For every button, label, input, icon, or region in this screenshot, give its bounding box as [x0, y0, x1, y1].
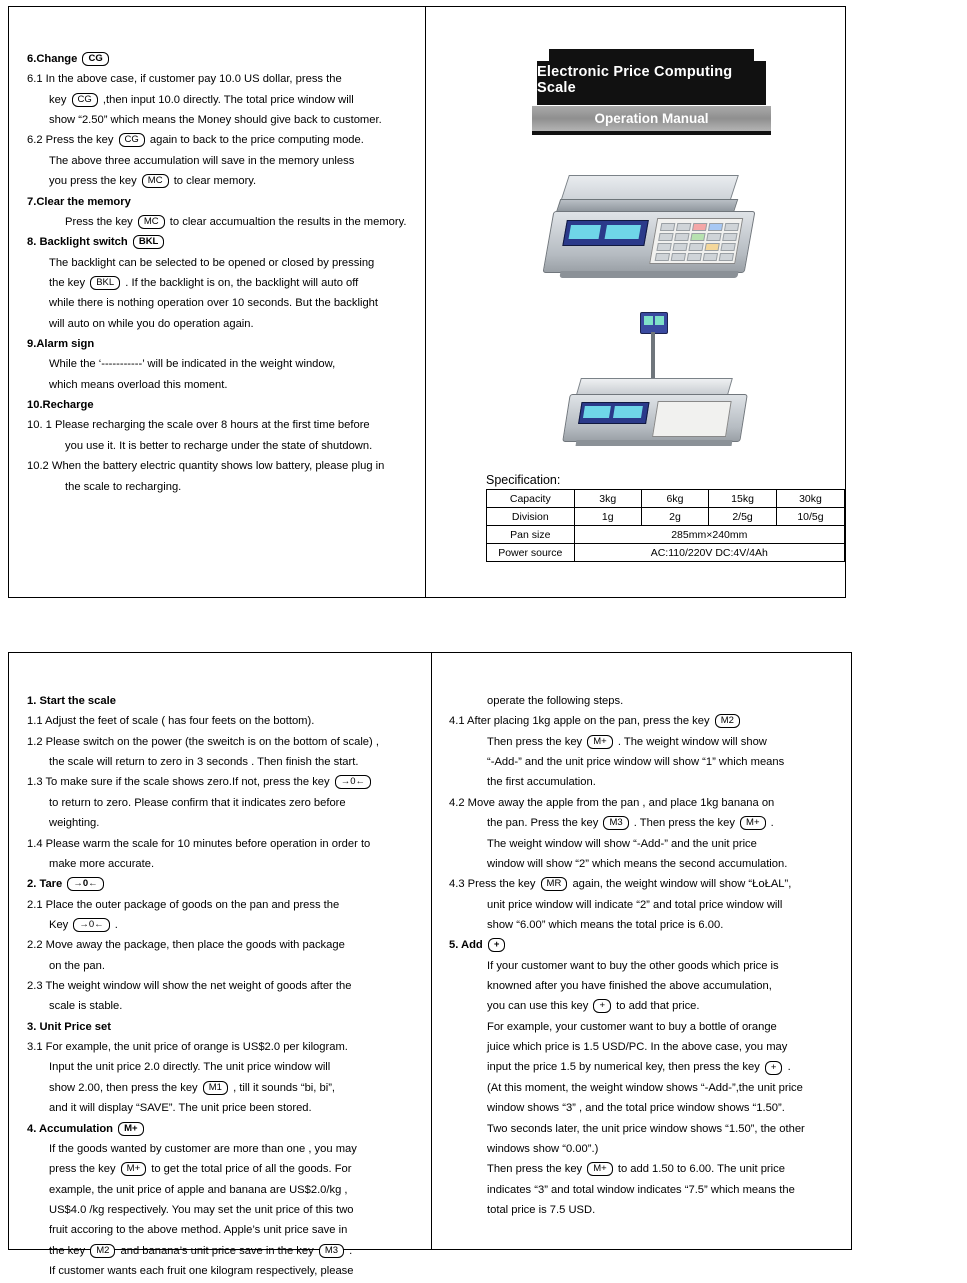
section-5-heading — [449, 937, 831, 954]
para-4-1-pre: 4.1 After placing 1kg apple on the pan, press the key — [449, 715, 710, 728]
key-m-plus-icon: M+ — [740, 816, 765, 830]
para-4-3-post: again, the weight window will show “ŁoŁAL”, — [572, 878, 792, 891]
para-4-2-line3: The weight window will show “-Add-” and the unit price — [487, 837, 757, 850]
key-zero-icon: →0← — [335, 775, 371, 789]
scale-illustration-primary — [548, 175, 763, 300]
section-2-heading — [27, 876, 411, 893]
para-4-2-line2-post: . — [770, 817, 774, 830]
para-2-1-line2-pre: Key — [49, 918, 69, 931]
para-5-line3 — [487, 998, 831, 1015]
para-2-1-line2-post: . — [114, 918, 118, 931]
key-bkl-icon: BKL — [133, 235, 165, 249]
para-4-3-pre: 4.3 Press the key — [449, 878, 536, 891]
section-4-heading — [27, 1121, 411, 1138]
table-row — [487, 490, 845, 508]
para-6-2-line1 — [27, 132, 409, 149]
para-4-1-line4: the first accumulation. — [487, 776, 596, 789]
para-5-line6 — [487, 1059, 831, 1076]
specification-table — [486, 489, 845, 562]
para-5-line8: window shows “3” , and the total price window shows “1.50”. — [487, 1102, 785, 1115]
para-1-3-line3: weighting. — [49, 817, 100, 830]
para-5-line12: indicates “3” and total window indicates “7.5” which means the — [487, 1183, 795, 1196]
spec-label-capacity: Capacity — [487, 490, 575, 508]
section-8-title: 8. Backlight switch — [27, 236, 128, 249]
para-2-1-line2 — [49, 917, 411, 934]
section-9-heading: 9.Alarm sign — [27, 338, 95, 351]
spec-label-pan-size: Pan size — [487, 526, 575, 544]
scale-body — [543, 211, 756, 273]
scale-keypad-2 — [652, 401, 732, 437]
key-zero-icon: →0← — [73, 918, 109, 932]
key-m2-icon: M2 — [715, 714, 740, 728]
key-m3-icon: M3 — [319, 1244, 344, 1258]
key-mc-icon: MC — [138, 215, 165, 229]
para-4-line6-mid: and banana’s unit price save in the key — [120, 1244, 314, 1257]
para-6-2-post: again to back to the price computing mode. — [149, 134, 364, 147]
para-3-1-line4: and it will display “SAVE”. The unit price been stored. — [49, 1102, 312, 1115]
para-4-line7: If customer wants each fruit one kilogram respectively, please — [49, 1265, 354, 1278]
para-1-3-pre: 1.3 To make sure if the scale shows zero.If not, press the key — [27, 776, 330, 789]
para-6-2-line3-pre: you press the key — [49, 175, 137, 188]
key-plus-icon: + — [488, 938, 506, 952]
key-m2-icon: M2 — [90, 1244, 115, 1258]
para-8-line2-post: . If the backlight is on, the backlight will auto off — [125, 276, 359, 289]
section-1-heading: 1. Start the scale — [27, 695, 116, 707]
key-m-plus-icon: M+ — [118, 1122, 143, 1136]
para-4-2-line2-pre: the pan. Press the key — [487, 817, 599, 830]
para-10-2-line2: the scale to recharging. — [65, 480, 182, 493]
para-5-line5: juice which price is 1.5 USD/PC. In the above case, you may — [487, 1041, 788, 1054]
para-4-2-line2 — [487, 815, 831, 832]
para-6-1-line2 — [49, 92, 409, 109]
para-4-2-line4: window will show “2” which means the second accumulation. — [487, 857, 788, 870]
scale-illustration-pole — [548, 312, 763, 457]
key-mc-icon: MC — [142, 174, 169, 188]
bottom-right-text-column — [449, 693, 831, 1222]
spec-capacity-3kg: 3kg — [574, 490, 641, 508]
key-plus-icon: + — [765, 1061, 783, 1075]
para-4-line5: fruit accoring to the above method. Apple’s unit price save in — [49, 1224, 348, 1237]
table-row — [487, 508, 845, 526]
specification-label: Specification: — [486, 473, 561, 487]
spec-power-source-value: AC:110/220V DC:4V/4Ah — [574, 544, 844, 562]
spec-capacity-6kg: 6kg — [641, 490, 708, 508]
para-4-2-line2-mid: . Then press the key — [633, 817, 735, 830]
para-4-line6-pre: the key — [49, 1244, 86, 1257]
section-8-heading — [27, 234, 409, 251]
para-4-line2-post: to get the total price of all the goods. For — [151, 1163, 352, 1176]
spec-pan-size-value: 285mm×240mm — [574, 526, 844, 544]
para-4-line1: If the goods wanted by customer are more than one , you may — [49, 1142, 357, 1155]
section-6-heading — [27, 51, 409, 68]
key-cg-icon: CG — [119, 133, 145, 147]
cover-subtitle: Operation Manual — [532, 106, 771, 135]
para-3-1-line1: 3.1 For example, the unit price of orange is US$2.0 per kilogram. — [27, 1041, 348, 1054]
key-zero-icon: →0← — [67, 877, 103, 891]
key-mr-icon: MR — [541, 877, 568, 891]
scale-pole — [651, 332, 655, 384]
para-1-2-line2: the scale will return to zero in 3 seconds . Then finish the start. — [49, 756, 359, 769]
para-continuation: operate the following steps. — [487, 695, 624, 707]
key-m-plus-icon: M+ — [121, 1162, 146, 1176]
para-5-line9: Two seconds later, the unit price window shows “1.50”, the other — [487, 1122, 805, 1135]
para-3-1-line3 — [49, 1080, 411, 1097]
para-7-post: to clear accumualtion the results in the memory. — [169, 215, 407, 228]
para-2-2-line2: on the pan. — [49, 959, 105, 972]
para-4-line3: example, the unit price of apple and banana are US$2.0/kg , — [49, 1183, 348, 1196]
para-1-3-line2: to return to zero. Please confirm that it indicates zero before — [49, 796, 346, 809]
para-5-line1: If your customer want to buy the other goods which price is — [487, 959, 779, 972]
para-8-line4: will auto on while you do operation again. — [49, 317, 254, 330]
scale-body-2 — [562, 394, 748, 442]
para-6-2-line3 — [49, 173, 409, 190]
key-cg-icon: CG — [82, 52, 108, 66]
para-1-1: 1.1 Adjust the feet of scale ( has four feets on the bottom). — [27, 715, 315, 728]
para-6-2-pre: 6.2 Press the key — [27, 134, 114, 147]
para-9-line2: which means overload this moment. — [49, 378, 228, 391]
table-row — [487, 526, 845, 544]
key-m-plus-icon: M+ — [587, 735, 612, 749]
para-5-line11-post: to add 1.50 to 6.00. The unit price — [617, 1163, 785, 1176]
manual-page-cover-sheet — [8, 6, 846, 598]
spec-capacity-30kg: 30kg — [776, 490, 844, 508]
para-8-line3: while there is nothing operation over 10 seconds. But the backlight — [49, 297, 378, 310]
key-m3-icon: M3 — [603, 816, 628, 830]
para-5-line4: For example, your customer want to buy a bottle of orange — [487, 1020, 777, 1033]
para-1-3-line1 — [27, 774, 411, 791]
spec-division-2g: 2g — [641, 508, 708, 526]
key-m-plus-icon: M+ — [587, 1162, 612, 1176]
scale-display — [562, 220, 649, 246]
para-8-line2 — [49, 275, 409, 292]
para-4-line6 — [49, 1243, 411, 1260]
para-10-2-line1: 10.2 When the battery electric quantity shows low battery, please plug in — [27, 460, 385, 473]
para-4-line4: US$4.0 /kg respectively. You may set the unit price of this two — [49, 1203, 354, 1216]
cover-title-underline — [537, 99, 766, 105]
para-1-4-line2: make more accurate. — [49, 857, 155, 870]
scale-display-2 — [578, 402, 649, 424]
para-6-1-line2-pre: key — [49, 93, 67, 106]
para-10-1-line2: you use it. It is better to recharge under the state of shutdown. — [65, 439, 373, 452]
para-4-line6-post: . — [349, 1244, 353, 1257]
key-plus-icon: + — [593, 999, 611, 1013]
para-4-3-line3: show “6.00” which means the total price is 6.00. — [487, 918, 724, 931]
spec-label-power-source: Power source — [487, 544, 575, 562]
para-4-1-line1 — [449, 713, 831, 730]
para-2-2-line1: 2.2 Move away the package, then place the goods with package — [27, 939, 345, 952]
para-3-1-line3-pre: show 2.00, then press the key — [49, 1081, 198, 1094]
para-4-3-line1 — [449, 876, 831, 893]
para-7-1 — [65, 214, 409, 231]
para-4-1-line3: “-Add-” and the unit price window will show “1” which means — [487, 756, 785, 769]
para-6-1-line2-post: ,then input 10.0 directly. The total price window will — [102, 93, 354, 106]
para-5-line3-post: to add that price. — [616, 1000, 700, 1013]
para-4-1-line2-post: . The weight window will show — [617, 735, 767, 748]
para-2-3-line2: scale is stable. — [49, 1000, 123, 1013]
para-5-line3-pre: you can use this key — [487, 1000, 589, 1013]
key-cg-icon: CG — [72, 93, 98, 107]
cover-column — [426, 7, 845, 597]
para-5-line13: total price is 7.5 USD. — [487, 1203, 596, 1216]
para-4-1-line2 — [487, 734, 831, 751]
para-5-line10: windows show “0.00”.) — [487, 1142, 599, 1155]
para-3-1-line3-post: , till it sounds “bi, bi”, — [233, 1081, 336, 1094]
para-4-line2 — [49, 1161, 411, 1178]
section-4-title: 4. Accumulation — [27, 1122, 113, 1135]
para-6-1-line3: show “2.50” which means the Money should give back to customer. — [49, 114, 382, 127]
spec-label-division: Division — [487, 508, 575, 526]
scale-base-2 — [576, 440, 733, 446]
cover-top-bar — [549, 49, 754, 61]
para-4-1-line2-pre: Then press the key — [487, 735, 583, 748]
para-2-1-line1: 2.1 Place the outer package of goods on the pan and press the — [27, 898, 340, 911]
para-10-1-line1: 10. 1 Please recharging the scale over 8 hours at the first time before — [27, 419, 370, 432]
section-7-heading: 7.Clear the memory — [27, 195, 131, 208]
cover-title: Electronic Price Computing Scale — [537, 61, 766, 99]
para-8-line1: The backlight can be selected to be opened or closed by pressing — [49, 256, 375, 269]
para-3-1-line2: Input the unit price 2.0 directly. The unit price window will — [49, 1061, 331, 1074]
para-8-line2-pre: the key — [49, 276, 86, 289]
para-6-2-line3-post: to clear memory. — [173, 175, 257, 188]
section-3-heading: 3. Unit Price set — [27, 1020, 111, 1033]
para-1-4-line1: 1.4 Please warm the scale for 10 minutes before operation in order to — [27, 837, 371, 850]
spec-division-10-5g: 10/5g — [776, 508, 844, 526]
para-5-line6-pre: input the price 1.5 by numerical key, then press the key — [487, 1061, 760, 1074]
spec-capacity-15kg: 15kg — [709, 490, 777, 508]
page-column-divider — [431, 653, 432, 1249]
manual-page-instructions-sheet — [8, 652, 852, 1278]
scale-base — [559, 271, 738, 278]
section-6-title: 6.Change — [27, 53, 78, 65]
para-5-line7: (At this moment, the weight window shows “-Add-”,the unit price — [487, 1081, 803, 1094]
section-2-title: 2. Tare — [27, 878, 63, 891]
key-m1-icon: M1 — [203, 1081, 228, 1095]
para-5-line2: knowned after you have finished the above accumulation, — [487, 980, 772, 993]
top-left-text-column — [27, 51, 409, 499]
spec-division-2-5g: 2/5g — [709, 508, 777, 526]
scale-pole-display — [640, 312, 668, 334]
para-5-line11 — [487, 1161, 831, 1178]
para-6-2-line2: The above three accumulation will save in the memory unless — [49, 154, 355, 167]
para-1-2-line1: 1.2 Please switch on the power (the sweitch is on the bottom of scale) , — [27, 735, 379, 748]
para-2-3-line1: 2.3 The weight window will show the net weight of goods after the — [27, 980, 352, 993]
para-5-line11-pre: Then press the key — [487, 1163, 583, 1176]
key-bkl-icon: BKL — [90, 276, 120, 290]
table-row — [487, 544, 845, 562]
section-10-heading: 10.Recharge — [27, 399, 94, 412]
spec-division-1g: 1g — [574, 508, 641, 526]
para-5-line6-post: . — [787, 1061, 791, 1074]
para-6-1-line1: 6.1 In the above case, if customer pay 10.0 US dollar, press the — [27, 73, 342, 86]
scale-keypad — [649, 218, 743, 264]
para-4-3-line2: unit price window will indicate “2” and total price window will — [487, 898, 783, 911]
para-4-line2-pre: press the key — [49, 1163, 116, 1176]
section-5-title: 5. Add — [449, 939, 483, 952]
para-9-line1: While the ‘-----------’ will be indicated in the weight window, — [49, 358, 336, 371]
bottom-left-text-column — [27, 693, 411, 1283]
para-7-pre: Press the key — [65, 215, 133, 228]
para-4-2-line1: 4.2 Move away the apple from the pan , and place 1kg banana on — [449, 796, 775, 809]
